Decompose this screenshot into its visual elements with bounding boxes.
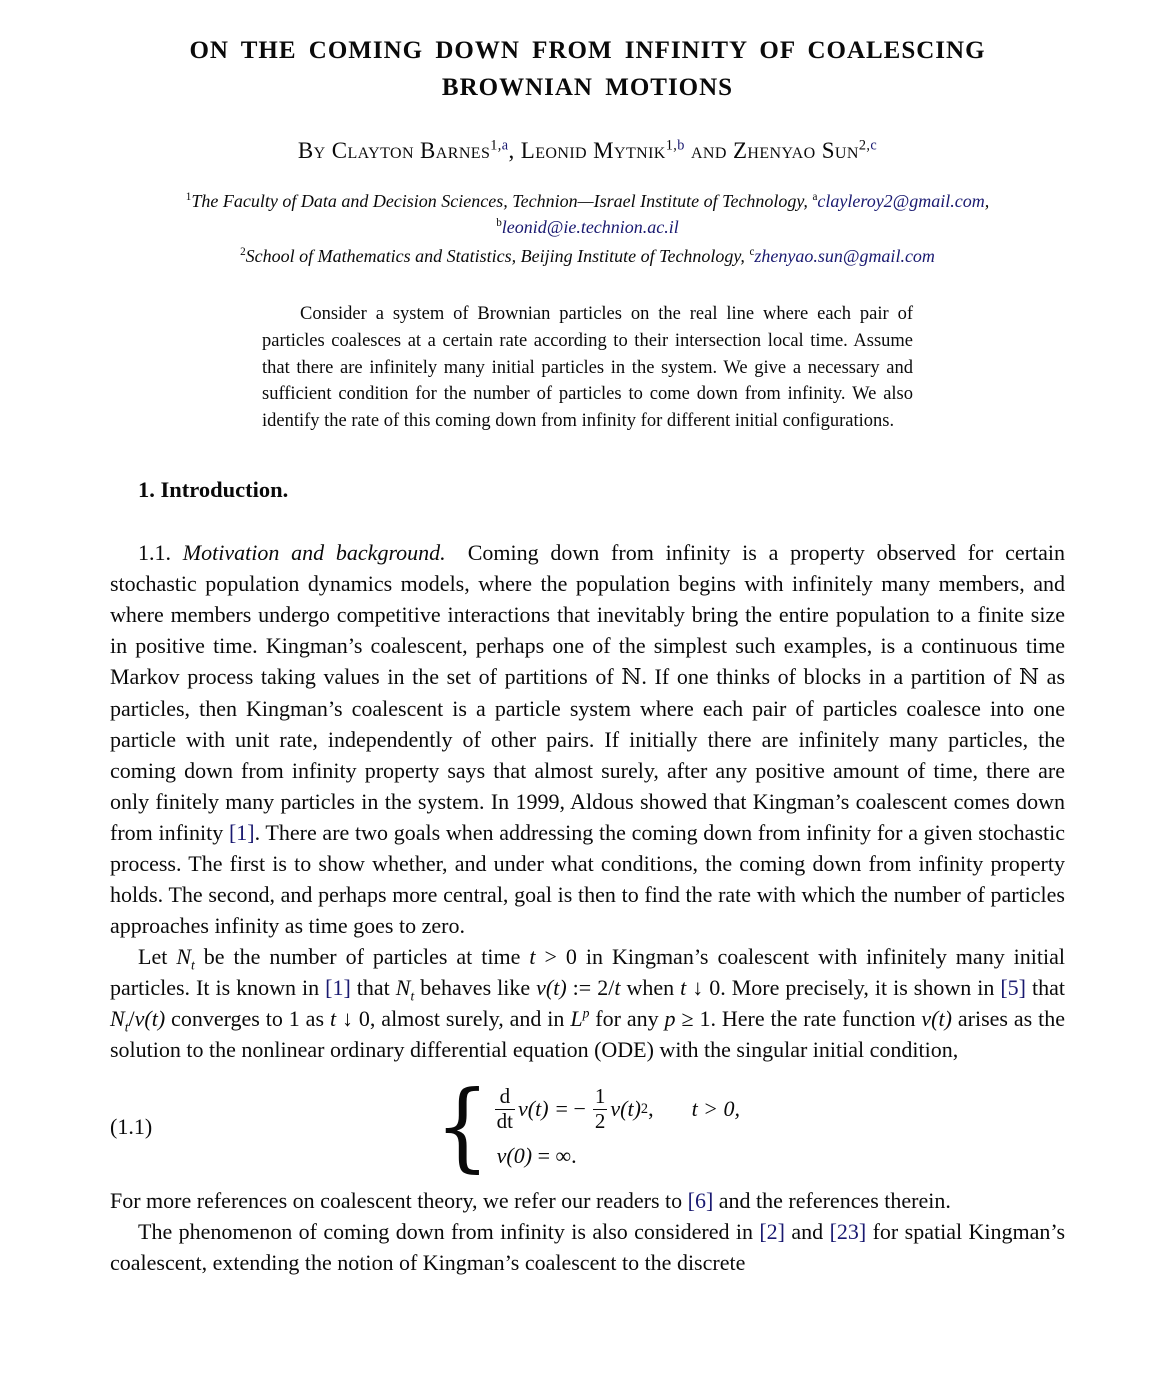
text-segment: The Faculty of Data and Decision Sciences, Technion—Israel Institute of Technology, bbox=[191, 191, 813, 211]
email-link[interactable]: clayleroy2@gmail.com bbox=[817, 191, 985, 211]
paragraph-references bbox=[110, 1185, 1065, 1216]
text-segment: t bbox=[614, 974, 621, 1000]
equation-rows bbox=[495, 1085, 740, 1168]
text-segment: t bbox=[529, 943, 536, 969]
text-segment: ↓ 0, almost surely, and in bbox=[336, 1005, 571, 1031]
text-segment: when bbox=[620, 974, 681, 1000]
citation-link[interactable]: [1] bbox=[228, 819, 255, 845]
paragraph-spatial-kingman bbox=[110, 1216, 1065, 1278]
affiliation-1-line1 bbox=[110, 188, 1065, 214]
abstract: Consider a system of Brownian particles on the real line where each pair of particles coalesces at a certain rate according to their intersection local time. Assume that there are infinitely many initial particles in the system. We give a necessary and sufficient condition for the number of particles to come down from infinity. We also identify the rate of this coming down from infinity for different initial configurations. bbox=[262, 304, 913, 432]
text-segment: t bbox=[191, 957, 195, 973]
citation-link[interactable]: [1] bbox=[325, 974, 351, 1000]
text-segment: N bbox=[110, 1005, 125, 1031]
email-link[interactable]: b bbox=[677, 137, 685, 154]
text-segment: 1, bbox=[490, 137, 502, 154]
equation-1-1 bbox=[110, 1070, 1065, 1183]
text-segment: Motivation and background. bbox=[182, 539, 446, 565]
equation-label: (1.1) bbox=[110, 1113, 153, 1139]
text-segment: and Zhenyao Sun bbox=[684, 138, 859, 163]
text-segment: N bbox=[395, 974, 411, 1000]
text-segment: ℕ bbox=[1018, 664, 1040, 690]
text-segment: behaves like bbox=[414, 974, 537, 1000]
text-segment: . If one thinks of blocks in a partition of bbox=[641, 663, 1019, 689]
citation-link[interactable]: [6] bbox=[687, 1187, 714, 1213]
text-segment: 2 bbox=[240, 246, 246, 258]
cases-brace: { bbox=[434, 1070, 490, 1183]
paragraph-motivation-background bbox=[110, 537, 1065, 941]
title-line: BROWNIAN MOTIONS bbox=[441, 74, 734, 101]
equation-relation: = − bbox=[555, 1096, 586, 1122]
text-segment: v(t) bbox=[921, 1005, 952, 1031]
text-segment: for any bbox=[589, 1005, 665, 1031]
text-segment: be the number of particles at time bbox=[194, 943, 530, 969]
text-segment: for spatial Kingman’s coalescent, extending the notion of Kingman’s coalescent to the discrete bbox=[110, 1218, 1066, 1275]
text-segment: p bbox=[664, 1005, 676, 1031]
equation-cases bbox=[434, 1070, 741, 1183]
text-segment: b bbox=[496, 217, 502, 229]
affiliation-1-line2 bbox=[110, 214, 1065, 240]
text-segment: > 0 in Kingman’s coalescent with infinitely many initial particles. It is known in bbox=[110, 943, 1065, 1000]
email-link[interactable]: leonid@ie.technion.ac.il bbox=[501, 217, 679, 237]
equation-row-initial: v(0) = ∞. bbox=[496, 1142, 577, 1168]
text-segment: a bbox=[812, 191, 818, 203]
text-segment: Coming down from infinity is a property observed for certain stochastic population dynamics models, where the population begins with infinitely many members, and where members undergo competitive interactions that inevitably bring the entire population to a finite size in positive time. Kingman’s coalescent, perhaps one of the simplest such examples, is a continuous time Markov process taking values in the set of partitions of bbox=[110, 539, 1065, 689]
text-segment: t bbox=[680, 974, 687, 1000]
text-segment: and the references therein. bbox=[713, 1187, 951, 1213]
citation-link[interactable]: [23] bbox=[829, 1218, 867, 1244]
text-segment: . There are two goals when addressing the coming down from infinity for a given stochastic process. The first is to show whether, and under what conditions, the coming down from infinity property holds. The second, and perhaps more central, goal is then to find the rate with which the number of particles approaches infinity as time goes to zero. bbox=[110, 819, 1066, 938]
equation-row-ode: $\frac{d}{dt}$ v(t) = − $\frac{1}{2}$ v(t) 2 , t > 0, bbox=[496, 1084, 741, 1133]
text-segment: that bbox=[1025, 974, 1065, 1000]
text-segment: 1, bbox=[665, 137, 678, 154]
text-segment: v(t) bbox=[134, 1005, 166, 1031]
citation-link[interactable]: [5] bbox=[1000, 974, 1026, 1000]
text-segment: The phenomenon of coming down from infinity is also considered in bbox=[138, 1218, 760, 1244]
section-heading-introduction: 1. Introduction. bbox=[138, 476, 289, 502]
text-segment: N bbox=[176, 943, 191, 969]
text-segment: := 2/ bbox=[566, 974, 615, 1000]
text-segment: 2, bbox=[858, 137, 871, 154]
affiliations bbox=[110, 188, 1065, 269]
text-segment: as particles, then Kingman’s coalescent is a particle system where each pair of particles coalesce into one particle with unit rate, independently of other pairs. If initially there are infinitely many particles, the coming down from infinity property says that almost surely, after any positive amount of time, there are only finitely many particles in the system. In 1999, Aldous showed that Kingman’s coalescent comes down from infinity bbox=[110, 663, 1066, 845]
text-segment: t bbox=[410, 988, 415, 1004]
equation-lhs: v(t) bbox=[518, 1096, 549, 1122]
text-segment: t bbox=[124, 1019, 129, 1035]
text-segment: , bbox=[984, 191, 990, 211]
text-segment: that bbox=[350, 974, 396, 1000]
text-segment: and bbox=[785, 1218, 830, 1244]
text-segment: arises as the solution to the nonlinear ordinary differential equation (ODE) with the singular initial condition, bbox=[110, 1005, 1065, 1062]
text-segment: ↓ 0. More precisely, it is shown in bbox=[686, 974, 1001, 1000]
text-segment: v(t) bbox=[536, 974, 567, 1000]
text-segment: ≥ 1. Here the rate function bbox=[675, 1005, 922, 1031]
text-segment: Let bbox=[138, 943, 177, 969]
text-segment: 1 bbox=[185, 191, 192, 203]
text-segment: L bbox=[570, 1005, 583, 1031]
email-link[interactable]: c bbox=[870, 137, 878, 154]
fraction-one-half: $\frac{1}{2}$ bbox=[594, 1084, 606, 1133]
equation-comma: , bbox=[648, 1096, 654, 1122]
text-segment: p bbox=[582, 1005, 590, 1021]
text-segment bbox=[446, 540, 468, 565]
affiliation-2 bbox=[110, 243, 1065, 269]
paper-title bbox=[110, 32, 1065, 106]
text-segment: / bbox=[128, 1005, 135, 1031]
equation-rhs: v(t) bbox=[610, 1096, 641, 1122]
text-segment: School of Mathematics and Statistics, Beijing Institute of Technology, bbox=[245, 246, 750, 266]
author-line bbox=[110, 138, 1065, 164]
text-segment: c bbox=[749, 246, 755, 258]
title-line: ON THE COMING DOWN FROM INFINITY OF COALESCING bbox=[189, 37, 986, 64]
text-segment: 1.1. bbox=[138, 539, 183, 565]
equation-condition: t > 0, bbox=[691, 1096, 741, 1122]
text-segment: By Clayton Barnes bbox=[297, 138, 491, 163]
paragraph-kingman-rate bbox=[110, 941, 1065, 1065]
text-segment: , Leonid Mytnik bbox=[508, 138, 666, 163]
text-segment: t bbox=[329, 1005, 337, 1031]
text-segment: ℕ bbox=[621, 664, 642, 690]
text-segment: converges to 1 as bbox=[165, 1005, 330, 1031]
citation-link[interactable]: [2] bbox=[759, 1218, 786, 1244]
fraction-d-dt: $\frac{d}{dt}$ bbox=[496, 1084, 514, 1133]
email-link[interactable]: a bbox=[501, 137, 509, 154]
email-link[interactable]: zhenyao.sun@gmail.com bbox=[754, 246, 935, 266]
text-segment: For more references on coalescent theory, we refer our readers to bbox=[110, 1187, 688, 1213]
